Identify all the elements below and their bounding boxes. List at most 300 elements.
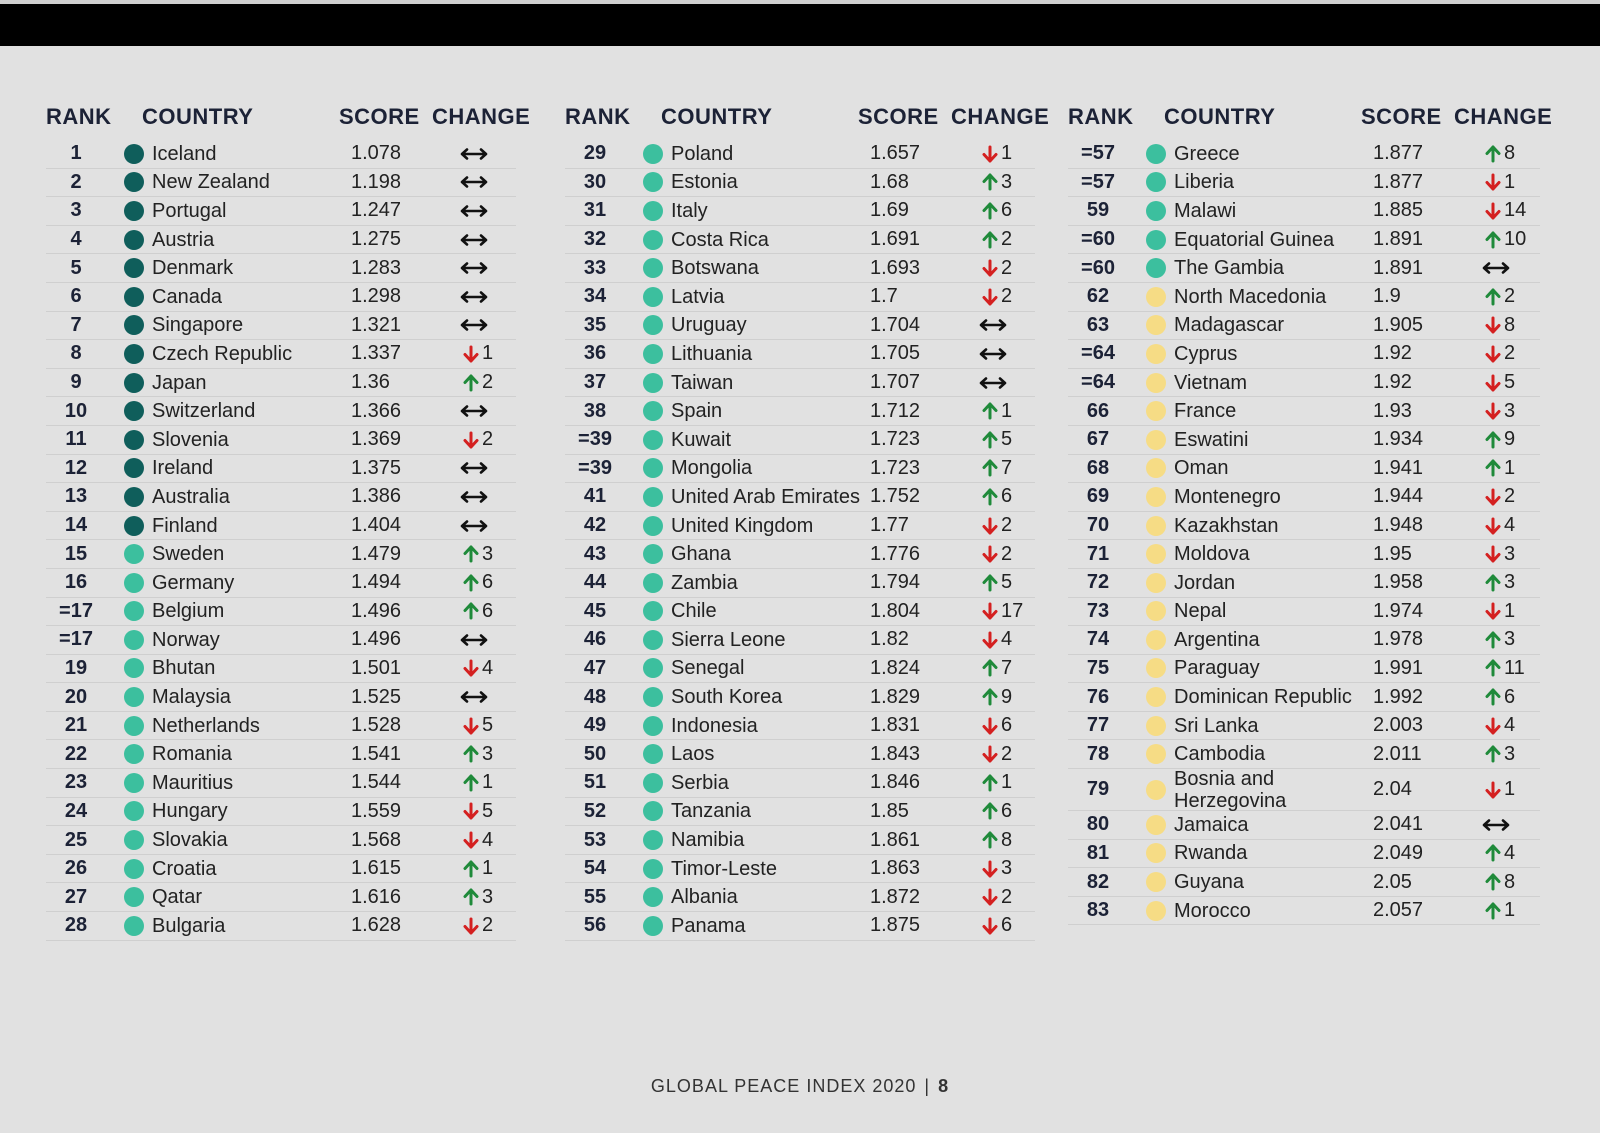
score-value: 1.958: [1373, 571, 1424, 594]
table-row: [1068, 169, 1540, 198]
table-row: [46, 855, 516, 884]
table-row: [1068, 868, 1540, 897]
arrow-up-icon: [982, 202, 998, 220]
circle-dot-icon: [124, 401, 144, 421]
rank-change: [982, 769, 1012, 797]
rank-change: [463, 712, 493, 740]
rank-value: 33: [583, 256, 607, 279]
circle-dot-icon: [1146, 230, 1166, 250]
rank-change: [1485, 226, 1526, 254]
circle-dot-icon: [1146, 201, 1166, 221]
country-name: The Gambia: [1174, 257, 1285, 280]
rank-value: 69: [1086, 485, 1110, 508]
country-name: Sweden: [152, 543, 225, 566]
circle-dot-icon: [124, 430, 144, 450]
arrow-up-icon: [982, 431, 998, 449]
score-value: 1.934: [1373, 428, 1424, 451]
rank-change: [982, 540, 1012, 568]
score-value: 1.891: [1373, 256, 1424, 279]
rank-change: [978, 340, 1008, 368]
table-row: [1068, 769, 1540, 811]
circle-dot-icon: [643, 315, 663, 335]
score-value: 1.752: [870, 485, 921, 508]
score-value: 1.776: [870, 542, 921, 565]
circle-dot-icon: [124, 830, 144, 850]
score-value: 1.831: [870, 714, 921, 737]
change-value: 2: [1001, 514, 1013, 537]
country-name: Zambia: [671, 571, 738, 594]
rank-value: 27: [64, 885, 88, 908]
double-arrow-icon: [978, 376, 1008, 390]
table-row: [46, 426, 516, 455]
country-name: Uruguay: [671, 314, 747, 337]
score-value: 1.078: [351, 142, 402, 165]
change-value: 1: [482, 857, 494, 880]
footer-title: GLOBAL PEACE INDEX 2020: [650, 1076, 917, 1096]
circle-dot-icon: [1146, 172, 1166, 192]
arrow-down-icon: [982, 145, 998, 163]
arrow-up-icon: [1485, 688, 1501, 706]
table-row: [1068, 397, 1540, 426]
rank-change: [1485, 397, 1515, 425]
country-name: Slovenia: [152, 428, 229, 451]
rank-value: 48: [583, 685, 607, 708]
score-value: 1.941: [1373, 456, 1424, 479]
rank-change: [982, 626, 1012, 654]
rank-value: 70: [1086, 514, 1110, 537]
table-row: [565, 197, 1035, 226]
table-row: [565, 712, 1035, 741]
country-name: Finland: [152, 514, 218, 537]
score-value: 1.829: [870, 685, 921, 708]
arrow-up-icon: [982, 688, 998, 706]
rank-change: [982, 912, 1012, 940]
score-value: 1.68: [870, 170, 909, 193]
table-row: [1068, 740, 1540, 769]
change-value: 5: [1504, 371, 1516, 394]
rank-change: [1481, 811, 1511, 839]
score-value: 1.843: [870, 742, 921, 765]
circle-dot-icon: [1146, 872, 1166, 892]
change-value: 1: [482, 771, 494, 794]
country-name: Nepal: [1174, 600, 1227, 623]
rank-change: [463, 369, 493, 397]
change-value: 3: [482, 742, 494, 765]
rank-value: =39: [578, 428, 612, 451]
arrow-down-icon: [463, 917, 479, 935]
change-header: CHANGE: [1454, 104, 1553, 129]
change-value: 6: [1504, 685, 1516, 708]
country-header: COUNTRY: [1164, 104, 1276, 129]
rank-value: 66: [1086, 399, 1110, 422]
country-name: Italy: [671, 199, 708, 222]
change-value: 1: [1504, 170, 1516, 193]
country-name: Canada: [152, 285, 223, 308]
arrow-up-icon: [1485, 873, 1501, 891]
rank-value: 53: [583, 828, 607, 851]
score-value: 1.283: [351, 256, 402, 279]
rank-value: 77: [1086, 714, 1110, 737]
rank-change: [982, 283, 1012, 311]
circle-dot-icon: [124, 601, 144, 621]
country-name: Costa Rica: [671, 228, 769, 251]
top-grey-line: [0, 0, 1600, 4]
rank-value: 36: [583, 342, 607, 365]
country-name: Paraguay: [1174, 657, 1260, 680]
score-value: 2.003: [1373, 714, 1424, 737]
arrow-down-icon: [982, 259, 998, 277]
circle-dot-icon: [643, 630, 663, 650]
rank-change: [982, 655, 1012, 683]
double-arrow-icon: [459, 147, 489, 161]
rank-change: [1485, 340, 1515, 368]
circle-dot-icon: [124, 287, 144, 307]
score-value: 1.93: [1373, 399, 1412, 422]
score-value: 1.691: [870, 228, 921, 251]
arrow-up-icon: [982, 774, 998, 792]
change-value: 4: [1504, 841, 1516, 864]
country-name: Latvia: [671, 285, 725, 308]
rank-change: [459, 683, 489, 711]
score-value: 1.85: [870, 799, 909, 822]
arrow-down-icon: [1485, 717, 1501, 735]
score-value: 1.905: [1373, 313, 1424, 336]
double-arrow-icon: [459, 233, 489, 247]
rank-value: 14: [64, 514, 88, 537]
country-name: Cyprus: [1174, 342, 1238, 365]
country-name: Bosnia and Herzegovina: [1174, 767, 1287, 812]
score-value: 1.705: [870, 342, 921, 365]
circle-dot-icon: [643, 859, 663, 879]
arrow-down-icon: [982, 631, 998, 649]
arrow-down-icon: [1485, 345, 1501, 363]
country-name: Dominican Republic: [1174, 686, 1352, 709]
circle-dot-icon: [1146, 716, 1166, 736]
rank-value: 23: [64, 771, 88, 794]
change-value: 6: [482, 599, 494, 622]
rank-change: [459, 312, 489, 340]
change-value: 7: [1001, 456, 1013, 479]
rank-value: 44: [583, 571, 607, 594]
country-name: Lithuania: [671, 342, 753, 365]
change-value: 2: [1001, 742, 1013, 765]
arrow-down-icon: [1485, 374, 1501, 392]
table-header-row: [46, 96, 531, 140]
circle-dot-icon: [124, 230, 144, 250]
circle-dot-icon: [1146, 815, 1166, 835]
circle-dot-icon: [124, 544, 144, 564]
circle-dot-icon: [1146, 401, 1166, 421]
rank-value: 11: [65, 428, 87, 451]
circle-dot-icon: [124, 373, 144, 393]
country-name: Guyana: [1174, 871, 1245, 894]
rank-change: [982, 855, 1012, 883]
arrow-down-icon: [1485, 602, 1501, 620]
country-name: Madagascar: [1174, 314, 1285, 337]
rank-value: 20: [64, 685, 88, 708]
score-value: 1.804: [870, 599, 921, 622]
change-value: 3: [1504, 399, 1516, 422]
circle-dot-icon: [124, 458, 144, 478]
table-row: [1068, 226, 1540, 255]
rank-change: [1485, 712, 1515, 740]
country-name: Poland: [671, 142, 734, 165]
rank-value: =64: [1081, 371, 1115, 394]
table-header-row: [565, 96, 1050, 140]
table-row: [46, 598, 516, 627]
circle-dot-icon: [643, 830, 663, 850]
rank-change: [459, 197, 489, 225]
rank-value: =17: [59, 599, 93, 622]
arrow-down-icon: [463, 345, 479, 363]
table-header-row: [1068, 96, 1553, 140]
rank-value: 45: [583, 599, 607, 622]
country-name: Equatorial Guinea: [1174, 228, 1335, 251]
rank-value: 4: [70, 228, 82, 251]
table-row: [1068, 811, 1540, 840]
score-header: SCORE: [1361, 104, 1442, 129]
circle-dot-icon: [1146, 373, 1166, 393]
country-name: Japan: [152, 371, 207, 394]
rank-value: 10: [64, 399, 88, 422]
rank-change: [1485, 169, 1515, 197]
table-row: [1068, 426, 1540, 455]
table-row: [46, 312, 516, 341]
rank-value: 25: [64, 828, 88, 851]
table-row: [565, 312, 1035, 341]
country-name: Jamaica: [1174, 813, 1249, 836]
change-value: 4: [482, 828, 494, 851]
arrow-up-icon: [463, 374, 479, 392]
circle-dot-icon: [124, 744, 144, 764]
rank-value: 63: [1086, 313, 1110, 336]
rank-change: [1485, 483, 1515, 511]
change-value: 5: [1001, 571, 1013, 594]
arrow-up-icon: [982, 231, 998, 249]
rank-value: 21: [64, 714, 88, 737]
arrow-down-icon: [982, 545, 998, 563]
country-name: Tanzania: [671, 800, 752, 823]
score-value: 1.712: [870, 399, 921, 422]
table-row: [565, 455, 1035, 484]
rank-change: [463, 540, 493, 568]
rank-change: [1485, 683, 1515, 711]
score-value: 1.944: [1373, 485, 1424, 508]
table-row: [1068, 283, 1540, 312]
country-name: Greece: [1174, 142, 1240, 165]
arrow-up-icon: [982, 402, 998, 420]
country-name: South Korea: [671, 686, 783, 709]
country-name: Malawi: [1174, 199, 1237, 222]
score-value: 1.82: [870, 628, 909, 651]
double-arrow-icon: [459, 290, 489, 304]
rank-value: 13: [64, 485, 88, 508]
rank-value: 15: [64, 542, 88, 565]
table-row: [46, 769, 516, 798]
circle-dot-icon: [643, 344, 663, 364]
arrow-up-icon: [1485, 659, 1501, 677]
circle-dot-icon: [1146, 287, 1166, 307]
change-value: 2: [482, 371, 494, 394]
rank-value: 43: [583, 542, 607, 565]
rank-change: [463, 798, 493, 826]
double-arrow-icon: [459, 690, 489, 704]
arrow-up-icon: [982, 459, 998, 477]
table-row: [1068, 512, 1540, 541]
country-name: Slovakia: [152, 829, 228, 852]
country-name: New Zealand: [152, 171, 270, 194]
rank-value: 55: [583, 885, 607, 908]
rank-value: 62: [1086, 285, 1110, 308]
change-value: 2: [1504, 485, 1516, 508]
change-value: 1: [482, 342, 494, 365]
circle-dot-icon: [1146, 901, 1166, 921]
arrow-down-icon: [982, 288, 998, 306]
country-name: Hungary: [152, 800, 228, 823]
score-value: 1.824: [870, 656, 921, 679]
table-row: [565, 369, 1035, 398]
change-value: 6: [1001, 799, 1013, 822]
score-value: 1.861: [870, 828, 921, 851]
circle-dot-icon: [124, 916, 144, 936]
country-name: Denmark: [152, 257, 234, 280]
circle-dot-icon: [1146, 630, 1166, 650]
circle-dot-icon: [643, 801, 663, 821]
score-value: 1.525: [351, 685, 402, 708]
rank-value: =17: [59, 628, 93, 651]
score-value: 1.247: [351, 199, 402, 222]
rank-change: [1485, 868, 1515, 896]
change-value: 6: [1001, 485, 1013, 508]
rank-value: 1: [70, 142, 82, 165]
change-value: 6: [1001, 914, 1013, 937]
country-name: Argentina: [1174, 628, 1260, 651]
rank-change: [463, 855, 493, 883]
circle-dot-icon: [124, 172, 144, 192]
arrow-down-icon: [463, 659, 479, 677]
arrow-up-icon: [982, 488, 998, 506]
arrow-up-icon: [463, 745, 479, 763]
arrow-down-icon: [1485, 488, 1501, 506]
change-value: 9: [1001, 685, 1013, 708]
circle-dot-icon: [643, 687, 663, 707]
arrow-up-icon: [1485, 145, 1501, 163]
table-row: [565, 826, 1035, 855]
change-value: 8: [1504, 870, 1516, 893]
rank-value: 76: [1086, 685, 1110, 708]
rank-change: [463, 598, 493, 626]
rank-change: [1485, 369, 1515, 397]
rank-change: [459, 283, 489, 311]
score-value: 1.723: [870, 428, 921, 451]
rank-value: 59: [1086, 199, 1110, 222]
country-name: Mauritius: [152, 771, 234, 794]
country-name: Bulgaria: [152, 914, 226, 937]
rank-change: [1485, 197, 1526, 225]
circle-dot-icon: [1146, 780, 1166, 800]
country-header: COUNTRY: [142, 104, 254, 129]
score-value: 1.479: [351, 542, 402, 565]
arrow-up-icon: [1485, 231, 1501, 249]
circle-dot-icon: [1146, 487, 1166, 507]
rank-change: [982, 197, 1012, 225]
country-name: Austria: [152, 228, 215, 251]
table-row: [565, 226, 1035, 255]
score-value: 1.95: [1373, 542, 1412, 565]
circle-dot-icon: [124, 258, 144, 278]
rank-change: [459, 397, 489, 425]
footer-separator: |: [924, 1076, 931, 1096]
rank-change: [459, 169, 489, 197]
rank-change: [982, 798, 1012, 826]
country-name: Eswatini: [1174, 428, 1249, 451]
change-value: 3: [482, 885, 494, 908]
circle-dot-icon: [124, 687, 144, 707]
rank-change: [982, 683, 1012, 711]
country-name: Bhutan: [152, 657, 216, 680]
circle-dot-icon: [124, 344, 144, 364]
rank-change: [982, 226, 1012, 254]
table-row: [1068, 569, 1540, 598]
rank-value: 83: [1086, 899, 1110, 922]
country-name: Timor-Leste: [671, 857, 777, 880]
score-value: 1.877: [1373, 142, 1424, 165]
arrow-up-icon: [1485, 631, 1501, 649]
change-value: 2: [1001, 228, 1013, 251]
change-value: 8: [1504, 313, 1516, 336]
table-row: [46, 883, 516, 912]
rank-value: 79: [1086, 778, 1110, 801]
rank-change: [1485, 540, 1515, 568]
table-row: [46, 254, 516, 283]
arrow-up-icon: [1485, 288, 1501, 306]
rank-change: [1481, 254, 1511, 282]
country-name: France: [1174, 400, 1237, 423]
rank-value: 3: [70, 199, 82, 222]
score-value: 1.544: [351, 771, 402, 794]
table-row: [1068, 312, 1540, 341]
page-footer: [0, 1076, 1600, 1097]
rank-value: 34: [583, 285, 607, 308]
score-value: 1.375: [351, 456, 402, 479]
table-row: [46, 369, 516, 398]
table-row: [1068, 655, 1540, 684]
arrow-up-icon: [463, 888, 479, 906]
rank-change: [463, 883, 493, 911]
change-value: 10: [1504, 228, 1527, 251]
rank-change: [982, 169, 1012, 197]
change-value: 6: [1001, 714, 1013, 737]
circle-dot-icon: [124, 773, 144, 793]
change-value: 6: [1001, 199, 1013, 222]
change-value: 3: [1504, 742, 1516, 765]
country-name: United Arab Emirates: [671, 485, 860, 508]
double-arrow-icon: [459, 519, 489, 533]
change-value: 2: [1001, 285, 1013, 308]
rank-change: [982, 826, 1012, 854]
score-value: 1.568: [351, 828, 402, 851]
page-number: 8: [938, 1076, 950, 1096]
country-name: Panama: [671, 914, 746, 937]
rank-change: [463, 826, 493, 854]
table-row: [46, 455, 516, 484]
table-row: [1068, 140, 1540, 169]
circle-dot-icon: [124, 144, 144, 164]
score-value: 1.528: [351, 714, 402, 737]
country-name: Iceland: [152, 142, 217, 165]
table-row: [565, 283, 1035, 312]
country-name: Chile: [671, 600, 717, 623]
